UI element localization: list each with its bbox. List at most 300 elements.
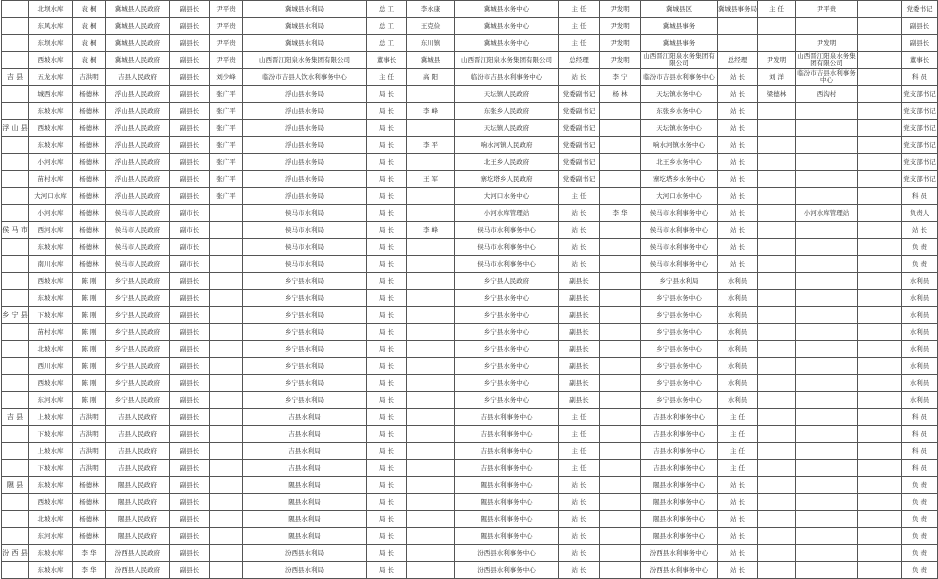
table-cell: 张广平 bbox=[210, 171, 243, 188]
table-cell bbox=[600, 511, 641, 528]
table-cell bbox=[210, 205, 243, 222]
table-cell: 水利员 bbox=[902, 392, 938, 409]
table-cell: 吉洪明 bbox=[73, 443, 106, 460]
table-cell bbox=[758, 341, 796, 358]
table-cell bbox=[600, 375, 641, 392]
table-cell: 乡宁县人民政府 bbox=[106, 358, 170, 375]
table-cell bbox=[796, 460, 858, 477]
table-cell: 张广平 bbox=[210, 188, 243, 205]
table-cell bbox=[796, 239, 858, 256]
table-cell: 侯马市水利事务中心 bbox=[641, 205, 718, 222]
table-cell: 科 员 bbox=[902, 409, 938, 426]
table-cell: 尹平贵 bbox=[796, 1, 858, 18]
table-cell bbox=[858, 1, 902, 18]
table-cell bbox=[600, 392, 641, 409]
table-cell bbox=[758, 222, 796, 239]
table-cell bbox=[796, 562, 858, 579]
table-body bbox=[2, 1, 938, 579]
table-cell: 吉县水利事务中心 bbox=[455, 443, 559, 460]
table-cell: 尹发明 bbox=[796, 35, 858, 52]
table-cell: 水利员 bbox=[718, 273, 758, 290]
reservoir-name-cell: 东坝水库 bbox=[29, 35, 73, 52]
table-cell: 站 长 bbox=[559, 545, 600, 562]
table-cell bbox=[796, 171, 858, 188]
table-cell: 张广平 bbox=[210, 154, 243, 171]
table-cell bbox=[210, 511, 243, 528]
reservoir-name-cell: 西坡水库 bbox=[29, 120, 73, 137]
table-cell: 党支部书记 bbox=[902, 154, 938, 171]
table-cell: 局 长 bbox=[367, 562, 407, 579]
table-cell: 乡宁县水利局 bbox=[243, 307, 367, 324]
table-cell: 水利员 bbox=[718, 341, 758, 358]
table-cell bbox=[796, 188, 858, 205]
reservoir-name-cell: 苗村水库 bbox=[29, 171, 73, 188]
table-cell: 副县长 bbox=[170, 18, 210, 35]
table-cell: 吉县人民政府 bbox=[106, 426, 170, 443]
table-cell: 乡宁县水利局 bbox=[243, 273, 367, 290]
county-cell bbox=[2, 460, 29, 477]
table-cell: 乡宁县人民政府 bbox=[455, 273, 559, 290]
table-cell: 陈 刚 bbox=[73, 324, 106, 341]
table-cell: 汾西县人民政府 bbox=[106, 562, 170, 579]
table-cell: 西沟村 bbox=[796, 86, 858, 103]
county-cell bbox=[2, 562, 29, 579]
table-cell: 侯马市人民政府 bbox=[106, 205, 170, 222]
table-cell: 张广平 bbox=[210, 86, 243, 103]
table-cell: 党委副书记 bbox=[559, 171, 600, 188]
table-cell: 站 长 bbox=[718, 239, 758, 256]
table-cell: 副县长 bbox=[170, 1, 210, 18]
table-cell: 主 任 bbox=[559, 409, 600, 426]
table-cell bbox=[407, 341, 455, 358]
table-row bbox=[2, 545, 938, 562]
table-cell bbox=[758, 545, 796, 562]
table-cell: 局 长 bbox=[367, 188, 407, 205]
table-cell: 天坛镇人民政府 bbox=[455, 86, 559, 103]
table-row bbox=[2, 222, 938, 239]
table-cell: 高 阳 bbox=[407, 69, 455, 86]
table-cell bbox=[600, 562, 641, 579]
table-row bbox=[2, 120, 938, 137]
table-cell: 浮山县水务局 bbox=[243, 188, 367, 205]
table-row bbox=[2, 307, 938, 324]
table-cell: 局 长 bbox=[367, 443, 407, 460]
table-cell: 局 长 bbox=[367, 154, 407, 171]
county-cell bbox=[2, 443, 29, 460]
table-cell: 冀城县事务局 bbox=[718, 1, 758, 18]
table-cell bbox=[210, 494, 243, 511]
table-cell: 副县长 bbox=[170, 324, 210, 341]
table-cell: 站 长 bbox=[718, 103, 758, 120]
table-cell bbox=[858, 103, 902, 120]
table-cell: 负 责 bbox=[902, 545, 938, 562]
county-cell bbox=[2, 256, 29, 273]
table-cell: 主 任 bbox=[559, 443, 600, 460]
table-row bbox=[2, 358, 938, 375]
table-cell: 站 长 bbox=[718, 511, 758, 528]
reservoir-name-cell: 下坡水库 bbox=[29, 426, 73, 443]
table-cell bbox=[407, 477, 455, 494]
reservoir-name-cell: 东坡水库 bbox=[29, 290, 73, 307]
table-cell: 主 任 bbox=[367, 69, 407, 86]
table-cell: 陈 刚 bbox=[73, 341, 106, 358]
table-cell bbox=[600, 426, 641, 443]
county-cell: 乡 宁 县 bbox=[2, 307, 29, 324]
table-cell: 党支部书记 bbox=[902, 86, 938, 103]
table-cell: 局 长 bbox=[367, 494, 407, 511]
table-cell: 乡宁县水利局 bbox=[243, 375, 367, 392]
table-cell: 党支部书记 bbox=[902, 120, 938, 137]
table-cell: 乡宁县水利局 bbox=[243, 324, 367, 341]
table-cell bbox=[858, 222, 902, 239]
table-cell: 副县长 bbox=[559, 324, 600, 341]
table-cell: 乡宁县水利局 bbox=[243, 358, 367, 375]
table-cell: 副县长 bbox=[170, 477, 210, 494]
table-cell: 尹平贵 bbox=[210, 35, 243, 52]
table-cell: 乡宁县人民政府 bbox=[106, 341, 170, 358]
table-cell: 负 责 bbox=[902, 528, 938, 545]
table-cell: 尹平贵 bbox=[210, 18, 243, 35]
table-cell bbox=[758, 409, 796, 426]
table-cell: 陈 刚 bbox=[73, 290, 106, 307]
table-cell: 水利员 bbox=[718, 392, 758, 409]
table-cell: 隰县水利事务中心 bbox=[455, 477, 559, 494]
table-cell: 侯马市水利局 bbox=[243, 256, 367, 273]
table-cell: 冀城县水利局 bbox=[243, 18, 367, 35]
table-cell: 李永康 bbox=[407, 1, 455, 18]
table-cell: 副县长 bbox=[170, 154, 210, 171]
table-cell: 杨德林 bbox=[73, 205, 106, 222]
table-cell: 山西晋江阳泉水务集团有限公司 bbox=[455, 52, 559, 69]
table-cell: 李 宁 bbox=[600, 69, 641, 86]
reservoir-name-cell: 东坡水库 bbox=[29, 137, 73, 154]
table-cell bbox=[600, 324, 641, 341]
table-row bbox=[2, 562, 938, 579]
table-cell: 吉县人民政府 bbox=[106, 69, 170, 86]
table-cell bbox=[600, 188, 641, 205]
table-row bbox=[2, 460, 938, 477]
table-cell: 浮山县人民政府 bbox=[106, 171, 170, 188]
table-cell: 副县长 bbox=[170, 35, 210, 52]
table-cell bbox=[858, 545, 902, 562]
table-cell: 站 长 bbox=[559, 562, 600, 579]
table-cell: 吉县水利局 bbox=[243, 460, 367, 477]
table-cell bbox=[718, 18, 758, 35]
table-cell: 浮山县水务局 bbox=[243, 154, 367, 171]
table-cell bbox=[858, 477, 902, 494]
table-cell: 浮山县水务局 bbox=[243, 120, 367, 137]
table-cell bbox=[407, 256, 455, 273]
table-cell: 乡宁县水利局 bbox=[243, 392, 367, 409]
reservoir-name-cell: 东河水库 bbox=[29, 392, 73, 409]
table-row bbox=[2, 426, 938, 443]
table-cell bbox=[600, 358, 641, 375]
table-cell: 乡宁县水务中心 bbox=[455, 341, 559, 358]
table-cell: 副县长 bbox=[170, 392, 210, 409]
table-cell bbox=[858, 341, 902, 358]
table-cell: 负 责 bbox=[902, 239, 938, 256]
table-cell: 站 长 bbox=[559, 222, 600, 239]
table-cell bbox=[600, 460, 641, 477]
table-cell: 副市长 bbox=[170, 205, 210, 222]
table-cell: 站 长 bbox=[718, 494, 758, 511]
table-cell: 副县长 bbox=[170, 443, 210, 460]
table-cell: 副县长 bbox=[170, 120, 210, 137]
table-cell: 临汾市吉县水利事务中心 bbox=[455, 69, 559, 86]
table-cell: 水利员 bbox=[902, 358, 938, 375]
county-cell bbox=[2, 52, 29, 69]
table-row bbox=[2, 443, 938, 460]
table-cell bbox=[758, 18, 796, 35]
table-cell: 乡宁县水务中心 bbox=[455, 290, 559, 307]
table-cell bbox=[758, 443, 796, 460]
table-cell: 吉县水利局 bbox=[243, 409, 367, 426]
table-cell bbox=[407, 86, 455, 103]
table-cell: 党支部书记 bbox=[902, 137, 938, 154]
table-cell: 汾西县人民政府 bbox=[106, 545, 170, 562]
county-cell: 浮 山 县 bbox=[2, 120, 29, 137]
table-cell bbox=[407, 324, 455, 341]
table-cell: 副县长 bbox=[170, 426, 210, 443]
table-cell: 袁 桐 bbox=[73, 52, 106, 69]
table-cell: 副县长 bbox=[559, 290, 600, 307]
table-cell bbox=[796, 18, 858, 35]
table-cell: 冀城县人民政府 bbox=[106, 52, 170, 69]
county-cell bbox=[2, 426, 29, 443]
table-cell bbox=[796, 528, 858, 545]
table-cell: 吉县水利事务中心 bbox=[455, 460, 559, 477]
table-cell: 冀城县区 bbox=[641, 1, 718, 18]
table-cell: 隰县人民政府 bbox=[106, 528, 170, 545]
table-cell: 党委书记 bbox=[902, 1, 938, 18]
table-cell bbox=[796, 409, 858, 426]
table-cell bbox=[858, 494, 902, 511]
table-cell: 冀城县人民政府 bbox=[106, 18, 170, 35]
table-cell: 局 长 bbox=[367, 358, 407, 375]
table-cell: 局 长 bbox=[367, 392, 407, 409]
table-cell bbox=[407, 205, 455, 222]
table-row bbox=[2, 86, 938, 103]
table-cell: 负 责 bbox=[902, 494, 938, 511]
table-cell bbox=[210, 273, 243, 290]
table-cell bbox=[600, 137, 641, 154]
table-cell: 刘少峰 bbox=[210, 69, 243, 86]
table-cell: 李 平 bbox=[407, 137, 455, 154]
table-cell: 站 长 bbox=[718, 69, 758, 86]
table-cell: 局 长 bbox=[367, 426, 407, 443]
table-cell: 副县长 bbox=[170, 103, 210, 120]
table-cell: 站 长 bbox=[559, 511, 600, 528]
table-cell: 吉县水利事务中心 bbox=[455, 409, 559, 426]
table-cell: 副县长 bbox=[170, 528, 210, 545]
reservoir-name-cell: 苗村水库 bbox=[29, 324, 73, 341]
table-cell: 吉县人民政府 bbox=[106, 460, 170, 477]
table-cell: 董事长 bbox=[902, 52, 938, 69]
table-cell: 副县长 bbox=[559, 307, 600, 324]
table-cell bbox=[758, 426, 796, 443]
table-cell bbox=[758, 35, 796, 52]
table-cell: 陈 刚 bbox=[73, 375, 106, 392]
table-cell: 侯马市水利局 bbox=[243, 239, 367, 256]
table-cell: 副县长 bbox=[170, 358, 210, 375]
table-cell: 王 军 bbox=[407, 171, 455, 188]
table-cell: 吉县水利事务中心 bbox=[641, 443, 718, 460]
table-cell: 乡宁县人民政府 bbox=[106, 375, 170, 392]
table-cell: 站 长 bbox=[718, 120, 758, 137]
reservoir-name-cell: 下坡水库 bbox=[29, 460, 73, 477]
table-cell: 东张乡水务中心 bbox=[641, 103, 718, 120]
table-cell bbox=[758, 307, 796, 324]
table-row bbox=[2, 324, 938, 341]
county-cell: 吉 县 bbox=[2, 409, 29, 426]
table-cell: 响水河镇水务中心 bbox=[641, 137, 718, 154]
table-cell: 汾西县水利事务中心 bbox=[641, 545, 718, 562]
table-cell bbox=[796, 256, 858, 273]
table-cell bbox=[858, 35, 902, 52]
table-row bbox=[2, 494, 938, 511]
table-cell bbox=[407, 239, 455, 256]
table-cell: 副县长 bbox=[170, 69, 210, 86]
table-cell bbox=[407, 494, 455, 511]
table-cell: 侯马市水利事务中心 bbox=[641, 239, 718, 256]
table-cell: 浮山县水务局 bbox=[243, 103, 367, 120]
table-cell: 隰县水利局 bbox=[243, 494, 367, 511]
county-cell bbox=[2, 375, 29, 392]
reservoir-name-cell: 上坡水库 bbox=[29, 443, 73, 460]
table-cell bbox=[718, 35, 758, 52]
table-cell: 局 长 bbox=[367, 222, 407, 239]
table-cell: 尹平贵 bbox=[210, 1, 243, 18]
county-cell: 汾 西 县 bbox=[2, 545, 29, 562]
table-cell bbox=[758, 137, 796, 154]
table-cell bbox=[758, 392, 796, 409]
table-cell: 水利员 bbox=[718, 358, 758, 375]
table-cell: 局 长 bbox=[367, 171, 407, 188]
table-cell: 侯马市人民政府 bbox=[106, 222, 170, 239]
table-cell: 乡宁县人民政府 bbox=[106, 290, 170, 307]
table-cell bbox=[758, 460, 796, 477]
table-cell: 李 华 bbox=[73, 562, 106, 579]
table-cell: 乡宁县水务中心 bbox=[455, 375, 559, 392]
table-cell: 站 长 bbox=[718, 188, 758, 205]
table-cell: 天坛镇人民政府 bbox=[455, 120, 559, 137]
table-cell: 乡宁县水利局 bbox=[243, 290, 367, 307]
table-cell: 局 长 bbox=[367, 86, 407, 103]
table-cell bbox=[796, 392, 858, 409]
table-cell: 杨德林 bbox=[73, 188, 106, 205]
table-cell: 副市长 bbox=[170, 222, 210, 239]
table-cell bbox=[758, 290, 796, 307]
reservoir-name-cell: 北坝水库 bbox=[29, 1, 73, 18]
table-cell: 大河口水务中心 bbox=[641, 188, 718, 205]
table-cell: 局 长 bbox=[367, 528, 407, 545]
table-cell bbox=[758, 239, 796, 256]
table-cell: 侯马市水利事务中心 bbox=[641, 256, 718, 273]
table-cell: 陈 刚 bbox=[73, 307, 106, 324]
table-cell bbox=[600, 256, 641, 273]
table-cell bbox=[858, 52, 902, 69]
table-cell: 副县长 bbox=[559, 341, 600, 358]
table-cell bbox=[407, 528, 455, 545]
table-cell bbox=[758, 188, 796, 205]
table-cell: 山西晋江阳泉水务集团有限公司 bbox=[797, 52, 856, 67]
table-cell bbox=[758, 256, 796, 273]
reservoir-name-cell: 东河水库 bbox=[29, 528, 73, 545]
table-cell bbox=[600, 341, 641, 358]
table-cell: 副县长 bbox=[902, 35, 938, 52]
table-cell bbox=[600, 477, 641, 494]
table-cell: 主 任 bbox=[718, 426, 758, 443]
table-cell bbox=[600, 307, 641, 324]
table-row bbox=[2, 154, 938, 171]
table-cell bbox=[600, 120, 641, 137]
table-cell: 副县长 bbox=[170, 137, 210, 154]
table-cell: 杨 林 bbox=[600, 86, 641, 103]
table-cell: 科 员 bbox=[902, 188, 938, 205]
table-cell: 尹发明 bbox=[600, 18, 641, 35]
table-cell: 站 长 bbox=[559, 69, 600, 86]
table-cell bbox=[600, 443, 641, 460]
reservoir-name-cell: 东坡水库 bbox=[29, 545, 73, 562]
table-cell: 冀城县水利局 bbox=[243, 35, 367, 52]
table-cell: 总经理 bbox=[559, 52, 600, 69]
table-cell: 副县长 bbox=[170, 409, 210, 426]
table-cell: 吉洪明 bbox=[73, 460, 106, 477]
table-cell: 侯马市人民政府 bbox=[106, 256, 170, 273]
table-cell: 侯马市水利局 bbox=[243, 222, 367, 239]
table-cell bbox=[407, 307, 455, 324]
table-cell: 负 责 bbox=[902, 477, 938, 494]
table-cell: 站 长 bbox=[718, 171, 758, 188]
table-row bbox=[2, 1, 938, 18]
table-cell: 站 长 bbox=[718, 137, 758, 154]
table-cell: 站 长 bbox=[718, 562, 758, 579]
table-cell: 隰县人民政府 bbox=[106, 494, 170, 511]
table-cell: 乡宁县人民政府 bbox=[106, 392, 170, 409]
table-cell: 站 长 bbox=[718, 528, 758, 545]
table-cell: 山西晋江阳泉水务集团有限公司 bbox=[243, 52, 367, 69]
county-cell bbox=[2, 86, 29, 103]
table-cell: 张广平 bbox=[210, 137, 243, 154]
table-cell: 副县长 bbox=[170, 290, 210, 307]
table-cell: 汾西县水利事务中心 bbox=[641, 562, 718, 579]
table-cell bbox=[858, 307, 902, 324]
reservoir-name-cell: 东风水库 bbox=[29, 18, 73, 35]
table-cell: 响水河镇人民政府 bbox=[455, 137, 559, 154]
county-cell bbox=[2, 494, 29, 511]
table-cell bbox=[407, 545, 455, 562]
table-cell bbox=[858, 205, 902, 222]
table-cell: 站 长 bbox=[559, 494, 600, 511]
table-cell: 乡宁县水务中心 bbox=[641, 307, 718, 324]
table-cell bbox=[758, 562, 796, 579]
table-cell bbox=[407, 358, 455, 375]
table-cell: 局 长 bbox=[367, 205, 407, 222]
table-cell bbox=[407, 511, 455, 528]
table-cell: 副县长 bbox=[170, 307, 210, 324]
table-cell: 站 长 bbox=[559, 477, 600, 494]
table-cell: 局 长 bbox=[367, 137, 407, 154]
table-cell bbox=[858, 18, 902, 35]
table-cell bbox=[858, 511, 902, 528]
table-cell: 负 责 bbox=[902, 511, 938, 528]
table-cell bbox=[758, 324, 796, 341]
table-cell: 总经理 bbox=[718, 52, 758, 69]
table-cell: 水利员 bbox=[902, 375, 938, 392]
table-cell: 副县长 bbox=[170, 171, 210, 188]
reservoir-name-cell: 西坡水库 bbox=[29, 375, 73, 392]
table-cell: 总 工 bbox=[367, 1, 407, 18]
